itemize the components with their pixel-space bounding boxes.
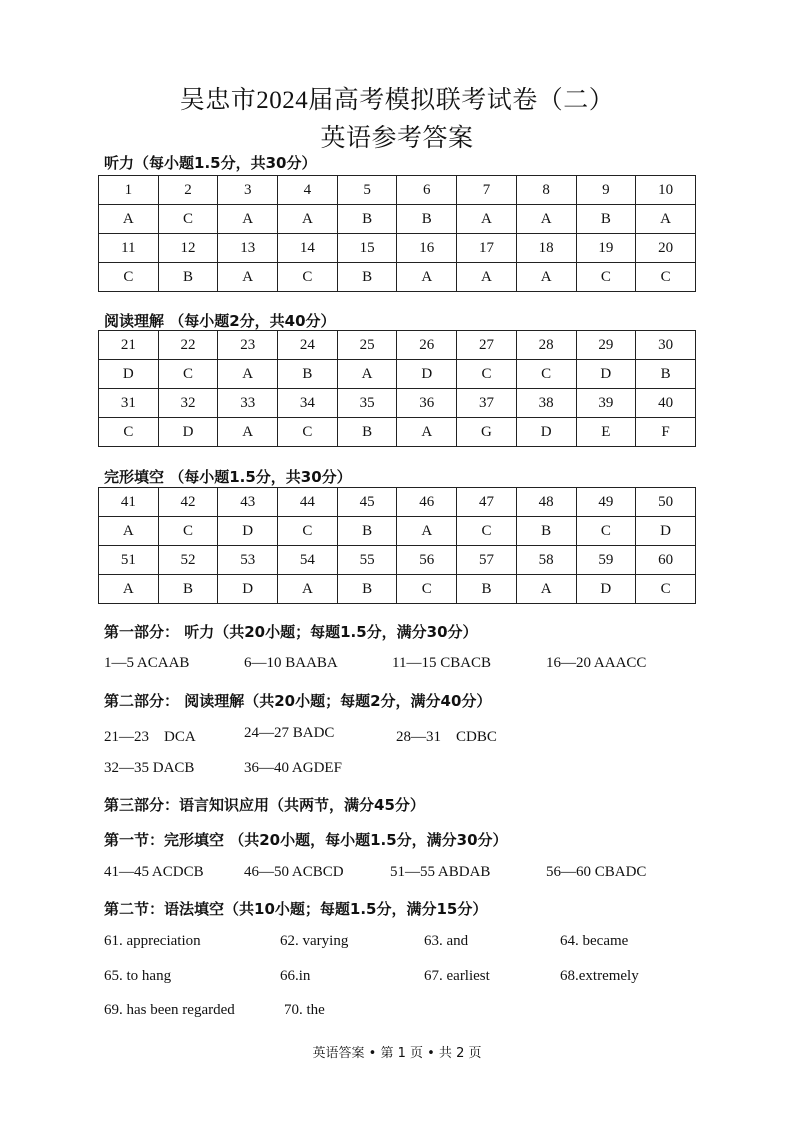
question-number-cell: 56	[397, 546, 457, 575]
question-number-cell: 1	[99, 176, 159, 205]
answer-cell: E	[576, 418, 636, 447]
answer-cell: B	[337, 517, 397, 546]
answer-cell: B	[158, 575, 218, 604]
answer-cell: A	[516, 575, 576, 604]
answer-cell: A	[278, 575, 338, 604]
answer-cell: A	[516, 263, 576, 292]
answer-row	[99, 517, 696, 546]
question-number-cell: 54	[278, 546, 338, 575]
answer-cell: D	[516, 418, 576, 447]
question-number-cell: 31	[99, 389, 159, 418]
answer-cell: C	[158, 517, 218, 546]
answer-cell: A	[218, 263, 278, 292]
grammar-answer: 67. earliest	[424, 968, 490, 984]
answer-group: 16—20 AAACC	[546, 655, 647, 671]
question-number-cell: 52	[158, 546, 218, 575]
answer-cell: A	[99, 575, 159, 604]
page-footer: 英语答案 • 第 1 页 • 共 2 页	[312, 1046, 482, 1061]
answer-cell: B	[516, 517, 576, 546]
answer-cell: B	[457, 575, 517, 604]
grammar-answer: 63. and	[424, 933, 469, 949]
question-number-cell: 30	[636, 331, 696, 360]
answer-cell: C	[158, 205, 218, 234]
answer-cell: A	[457, 263, 517, 292]
answer-cell: A	[99, 205, 159, 234]
question-number-cell: 12	[158, 234, 218, 263]
question-number-cell: 13	[218, 234, 278, 263]
question-number-cell: 51	[99, 546, 159, 575]
answer-cell: C	[516, 360, 576, 389]
question-number-cell: 46	[397, 488, 457, 517]
answer-cell: B	[337, 418, 397, 447]
question-number-cell: 38	[516, 389, 576, 418]
question-number-cell: 36	[397, 389, 457, 418]
question-number-row	[99, 234, 696, 263]
answer-cell: C	[576, 517, 636, 546]
grammar-answer: 62. varying	[280, 933, 349, 949]
answer-cell: D	[158, 418, 218, 447]
question-number-cell: 29	[576, 331, 636, 360]
question-number-row	[99, 389, 696, 418]
answer-cell: A	[516, 205, 576, 234]
answer-group: 32—35 DACB	[104, 760, 195, 776]
document-subtitle: 英语参考答案	[320, 125, 474, 152]
answer-cell: A	[218, 360, 278, 389]
question-number-cell: 16	[397, 234, 457, 263]
question-number-cell: 42	[158, 488, 218, 517]
answer-group: 46—50 ACBCD	[244, 864, 344, 880]
answer-cell: C	[457, 517, 517, 546]
question-number-cell: 48	[516, 488, 576, 517]
answer-cell: A	[397, 517, 457, 546]
question-number-row	[99, 546, 696, 575]
question-number-cell: 50	[636, 488, 696, 517]
question-number-cell: 41	[99, 488, 159, 517]
part3-heading: 第三部分：语言知识应用（共两节，满分45分）	[104, 796, 425, 814]
answer-cell: A	[636, 205, 696, 234]
question-number-cell: 27	[457, 331, 517, 360]
answer-group: 1—5 ACAAB	[104, 655, 190, 671]
answer-cell: A	[218, 418, 278, 447]
question-number-cell: 15	[337, 234, 397, 263]
question-number-cell: 26	[397, 331, 457, 360]
section1-heading: 第一节：完形填空 （共20小题，每小题1.5分，满分30分）	[104, 831, 508, 849]
answer-cell: D	[636, 517, 696, 546]
answer-cell: B	[636, 360, 696, 389]
answer-cell: C	[576, 263, 636, 292]
answer-group: 41—45 ACDCB	[104, 864, 204, 880]
answer-cell: D	[576, 575, 636, 604]
answer-group: 28—31 CDBC	[396, 729, 497, 745]
question-number-cell: 18	[516, 234, 576, 263]
answer-cell: A	[397, 263, 457, 292]
answer-group: 56—60 CBADC	[546, 864, 647, 880]
answer-cell: C	[457, 360, 517, 389]
answer-cell: B	[337, 575, 397, 604]
grammar-answer: 70. the	[284, 1002, 325, 1018]
question-number-cell: 4	[278, 176, 338, 205]
question-number-cell: 8	[516, 176, 576, 205]
question-number-row	[99, 488, 696, 517]
question-number-cell: 11	[99, 234, 159, 263]
answer-group: 6—10 BAABA	[244, 655, 338, 671]
question-number-cell: 57	[457, 546, 517, 575]
answer-cell: A	[99, 517, 159, 546]
question-number-row	[99, 176, 696, 205]
question-number-cell: 9	[576, 176, 636, 205]
grammar-answer: 65. to hang	[104, 968, 172, 984]
question-number-cell: 55	[337, 546, 397, 575]
question-number-row	[99, 331, 696, 360]
answer-cell: D	[99, 360, 159, 389]
question-number-cell: 5	[337, 176, 397, 205]
answer-cell: A	[337, 360, 397, 389]
question-number-cell: 40	[636, 389, 696, 418]
answer-row	[99, 360, 696, 389]
answer-cell: D	[218, 517, 278, 546]
answer-cell: B	[278, 360, 338, 389]
question-number-cell: 6	[397, 176, 457, 205]
question-number-cell: 10	[636, 176, 696, 205]
answer-cell: C	[99, 263, 159, 292]
answer-cell: C	[278, 263, 338, 292]
question-number-cell: 23	[218, 331, 278, 360]
reading-table-heading: 阅读理解 （每小题2分，共40分）	[104, 312, 336, 330]
answer-row	[99, 205, 696, 234]
question-number-cell: 49	[576, 488, 636, 517]
question-number-cell: 3	[218, 176, 278, 205]
answer-cell: B	[158, 263, 218, 292]
grammar-answer: 68.extremely	[560, 968, 639, 984]
answer-group: 36—40 AGDEF	[244, 760, 342, 776]
answer-cell: B	[337, 263, 397, 292]
answer-cell: C	[397, 575, 457, 604]
grammar-answer: 66.in	[280, 968, 311, 984]
answer-cell: C	[636, 263, 696, 292]
answer-row	[99, 263, 696, 292]
question-number-cell: 17	[457, 234, 517, 263]
question-number-cell: 58	[516, 546, 576, 575]
cloze-table-heading: 完形填空 （每小题1.5分，共30分）	[104, 468, 352, 486]
question-number-cell: 35	[337, 389, 397, 418]
answer-cell: A	[457, 205, 517, 234]
answer-cell: A	[278, 205, 338, 234]
question-number-cell: 32	[158, 389, 218, 418]
question-number-cell: 24	[278, 331, 338, 360]
answer-cell: C	[636, 575, 696, 604]
question-number-cell: 47	[457, 488, 517, 517]
answer-group: 21—23 DCA	[104, 729, 196, 745]
answer-cell: B	[397, 205, 457, 234]
question-number-cell: 44	[278, 488, 338, 517]
question-number-cell: 21	[99, 331, 159, 360]
question-number-cell: 2	[158, 176, 218, 205]
question-number-cell: 53	[218, 546, 278, 575]
answer-cell: G	[457, 418, 517, 447]
grammar-answer: 69. has been regarded	[104, 1002, 235, 1018]
listening-table-heading: 听力（每小题1.5分，共30分）	[104, 154, 317, 172]
answer-group: 51—55 ABDAB	[390, 864, 491, 880]
question-number-cell: 14	[278, 234, 338, 263]
listening-answer-table	[98, 175, 696, 292]
answer-row	[99, 575, 696, 604]
document-title: 吴忠市2024届高考模拟联考试卷（二）	[179, 87, 615, 114]
answer-cell: B	[337, 205, 397, 234]
part2-heading: 第二部分： 阅读理解（共20小题；每题2分，满分40分）	[104, 692, 492, 710]
cloze-answer-table	[98, 487, 696, 604]
answer-cell: D	[397, 360, 457, 389]
question-number-cell: 22	[158, 331, 218, 360]
answer-cell: D	[576, 360, 636, 389]
question-number-cell: 20	[636, 234, 696, 263]
question-number-cell: 33	[218, 389, 278, 418]
question-number-cell: 43	[218, 488, 278, 517]
grammar-answer: 64. became	[560, 933, 629, 949]
grammar-answer: 61. appreciation	[104, 933, 201, 949]
answer-cell: C	[278, 418, 338, 447]
answer-cell: C	[278, 517, 338, 546]
question-number-cell: 59	[576, 546, 636, 575]
question-number-cell: 39	[576, 389, 636, 418]
question-number-cell: 25	[337, 331, 397, 360]
question-number-cell: 45	[337, 488, 397, 517]
question-number-cell: 34	[278, 389, 338, 418]
answer-cell: A	[218, 205, 278, 234]
answer-group: 11—15 CBACB	[392, 655, 492, 671]
question-number-cell: 60	[636, 546, 696, 575]
answer-cell: C	[158, 360, 218, 389]
question-number-cell: 37	[457, 389, 517, 418]
answer-cell: C	[99, 418, 159, 447]
section2-heading: 第二节：语法填空（共10小题；每题1.5分，满分15分）	[104, 900, 488, 918]
answer-cell: B	[576, 205, 636, 234]
question-number-cell: 7	[457, 176, 517, 205]
part1-heading: 第一部分： 听力（共20小题；每题1.5分，满分30分）	[104, 623, 478, 641]
reading-answer-table	[98, 330, 696, 447]
answer-row	[99, 418, 696, 447]
answer-cell: D	[218, 575, 278, 604]
answer-group: 24—27 BADC	[244, 725, 335, 741]
question-number-cell: 28	[516, 331, 576, 360]
question-number-cell: 19	[576, 234, 636, 263]
answer-cell: A	[397, 418, 457, 447]
answer-cell: F	[636, 418, 696, 447]
